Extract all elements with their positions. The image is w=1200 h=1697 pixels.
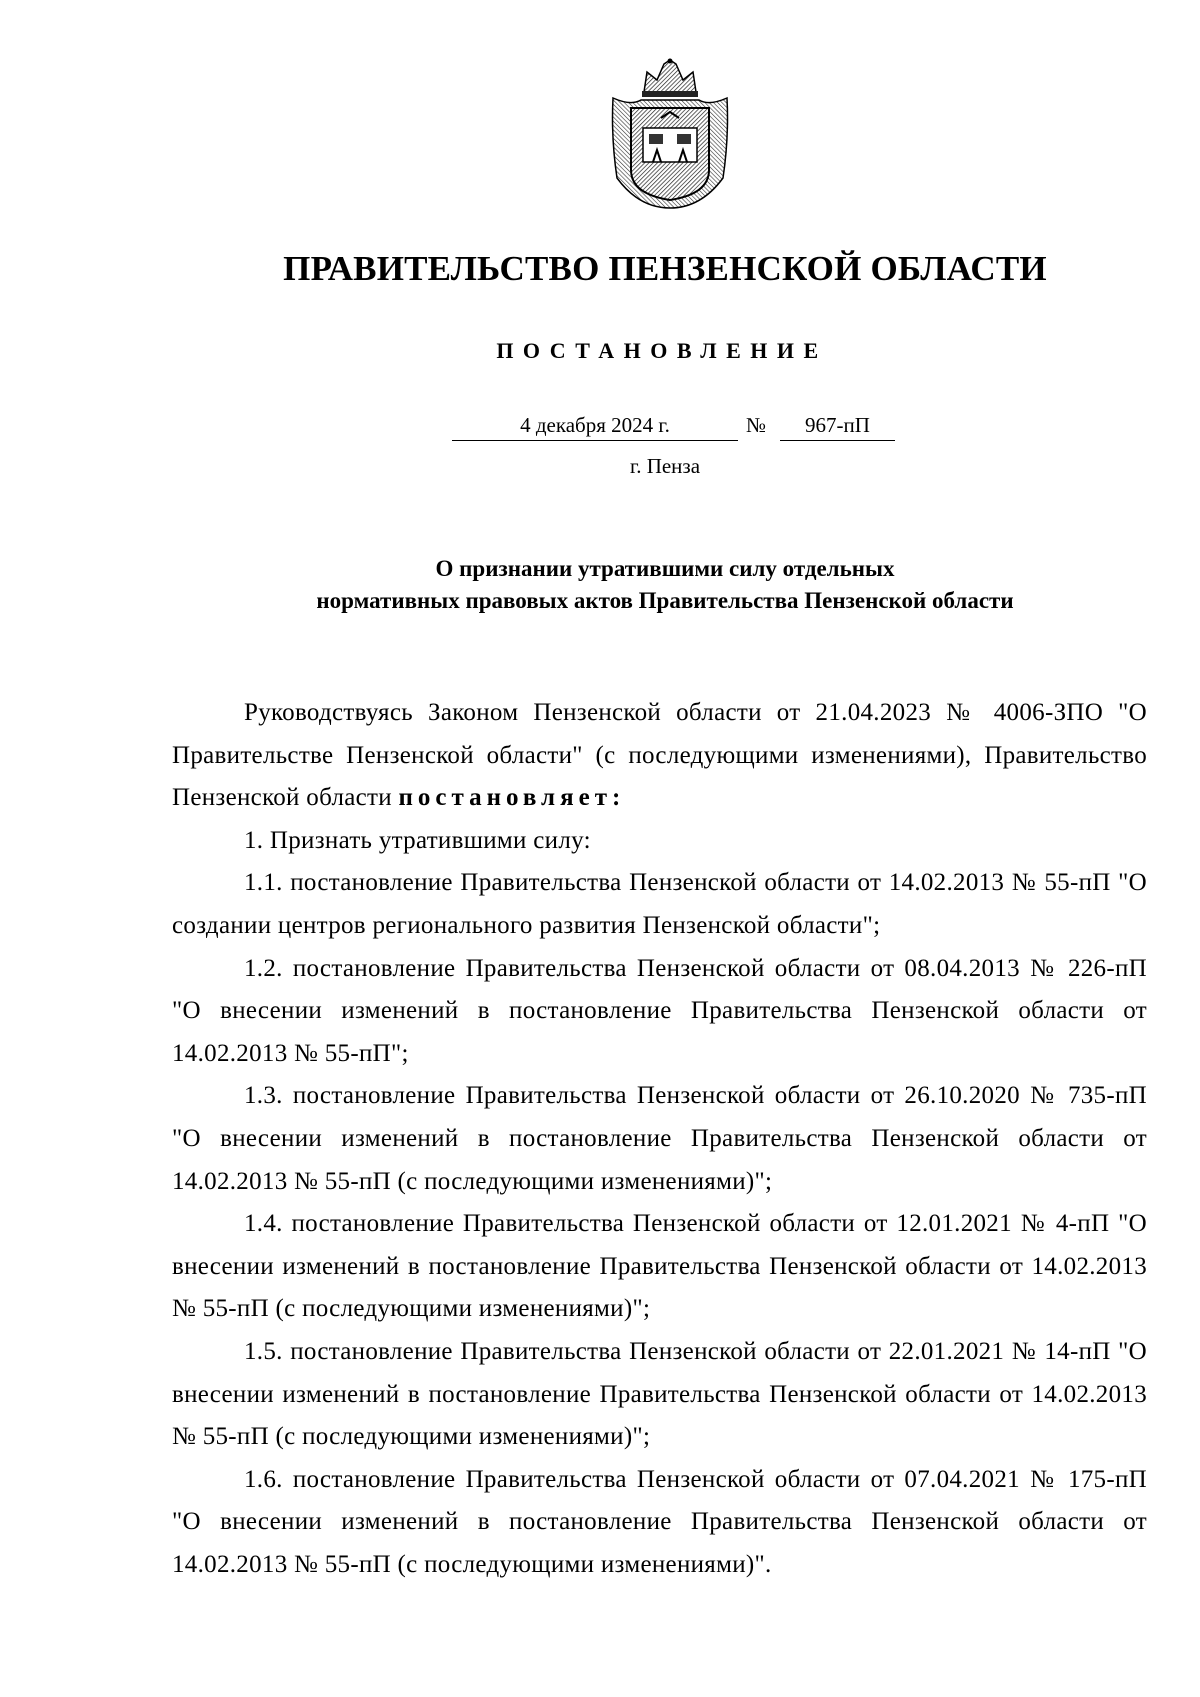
document-body bbox=[172, 692, 1147, 1586]
item-1-4: 1.4. постановление Правительства Пензенской области от 12.01.2021 № 4-пП "О внесении изменений в постановление Правительства Пензенской области от 14.02.2013 № 55-пП (с последующими изменениями)"; bbox=[172, 1210, 1147, 1323]
decision-word: постановляет bbox=[398, 784, 612, 812]
item-1-2: 1.2. постановление Правительства Пензенской области от 08.04.2013 № 226-пП "О внесении изменений в постановление Правительства Пензенской области от 14.02.2013 № 55-пП"; bbox=[172, 954, 1147, 1067]
city-label: г. Пенза bbox=[629, 454, 701, 478]
item-1-5: 1.5. постановление Правительства Пензенской области от 22.01.2021 № 14-пП "О внесении изменений в постановление Правительства Пензенской области от 14.02.2013 № 55-пП (с последующими изменениями)"; bbox=[172, 1337, 1147, 1451]
heading-line-2: нормативных правовых актов Правительства Пензенской области bbox=[316, 588, 1014, 613]
item-1-3: 1.3. постановление Правительства Пензенской области от 26.10.2020 № 735-пП "О внесении изменений в постановление Правительства Пензенской области от 14.02.2013 № 55-пП (с последующими изменениями)"; bbox=[172, 1082, 1147, 1195]
coat-of-arms-icon bbox=[609, 58, 731, 210]
item-1-1: 1.1. постановление Правительства Пензенской области от 14.02.2013 № 55-пП "О создании центров регионального развития Пензенской области"; bbox=[172, 869, 1147, 939]
heading-line-1: О признании утратившими силу отдельных bbox=[435, 556, 895, 581]
document-date: 4 декабря 2024 г. bbox=[452, 410, 738, 441]
decision-colon: : bbox=[611, 784, 621, 812]
item-1-6: 1.6. постановление Правительства Пензенской области от 07.04.2021 № 175-пП "О внесении изменений в постановление Правительства Пензенской области от 14.02.2013 № 55-пП (с последующими изменениями)". bbox=[172, 1465, 1147, 1578]
organization-title: ПРАВИТЕЛЬСТВО ПЕНЗЕНСКОЙ ОБЛАСТИ bbox=[283, 249, 1047, 288]
preamble-text: Руководствуясь Законом Пензенской области от 21.04.2023 № 4006-ЗПО "О Правительстве Пензенской области" (с последующими изменениями), Правительство Пензенской области bbox=[172, 699, 1147, 812]
document-heading bbox=[0, 553, 1200, 617]
document-number: 967-пП bbox=[780, 410, 895, 441]
number-sign: № bbox=[746, 413, 767, 437]
document-type: ПОСТАНОВЛЕНИЕ bbox=[496, 338, 828, 363]
item-1: 1. Признать утратившими силу: bbox=[244, 826, 591, 854]
preamble-paragraph bbox=[172, 692, 1147, 820]
